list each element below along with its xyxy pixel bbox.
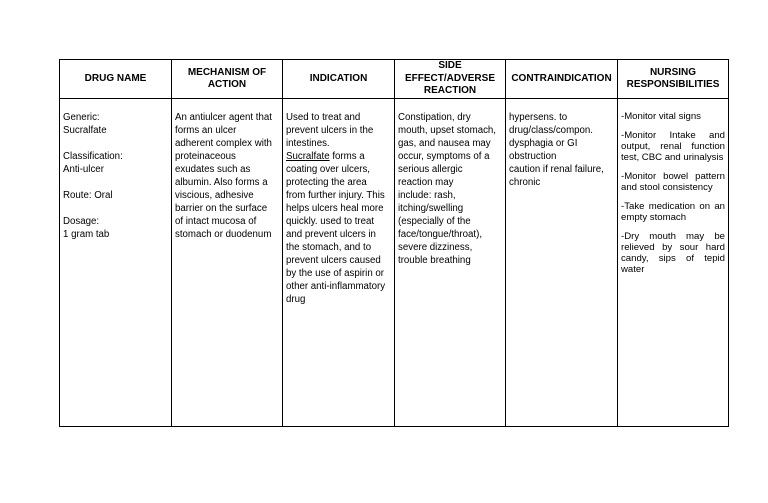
indication-cell — [283, 99, 395, 427]
indication-line: coating over ulcers, — [286, 164, 370, 175]
indication-line: and prevent ulcers in — [286, 229, 376, 240]
drug-term-underlined: Sucralfate — [286, 151, 330, 162]
indication-line: prevent ulcers in the — [286, 125, 374, 136]
mechanism-line: forms an ulcer — [175, 125, 237, 136]
generic-value: Sucralfate — [63, 125, 107, 136]
indication-line: quickly. used to treat — [286, 216, 375, 227]
mechanism-line: albumin. Also forms a — [175, 177, 268, 188]
header-side-effect: SIDE EFFECT/ADVERSE REACTION — [395, 60, 506, 99]
header-nursing: NURSING RESPONSIBILITIES — [618, 60, 729, 99]
contraindication-line: obstruction — [509, 151, 557, 162]
indication-line: intestines. — [286, 138, 330, 149]
drug-name-cell — [60, 99, 172, 427]
contraindication-line: dysphagia or GI — [509, 138, 578, 149]
indication-line: drug — [286, 294, 306, 305]
indication-line: Used to treat and — [286, 112, 361, 123]
side-effect-cell — [395, 99, 506, 427]
generic-label: Generic: — [63, 112, 100, 123]
side-effect-line: itching/swelling — [398, 203, 464, 214]
mechanism-line: stomach or duodenum — [175, 229, 272, 240]
mechanism-line: barrier on the surface — [175, 203, 268, 214]
nursing-item: -Monitor bowel pattern and stool consistency — [621, 171, 725, 193]
indication-line: helps ulcers heal more — [286, 203, 384, 214]
indication-line: from further injury. This — [286, 190, 385, 201]
contraindication-line: drug/class/compon. — [509, 125, 593, 136]
route-text: Route: Oral — [63, 190, 113, 201]
indication-line: prevent ulcers caused — [286, 255, 381, 266]
mechanism-line: viscious, adhesive — [175, 190, 254, 201]
classification-label: Classification: — [63, 151, 123, 162]
content-row — [60, 99, 729, 427]
nursing-item: -Take medication on an empty stomach — [621, 201, 725, 223]
header-indication: INDICATION — [283, 60, 395, 99]
dosage-value: 1 gram tab — [63, 229, 110, 240]
side-effect-line: face/tongue/throat), — [398, 229, 483, 240]
mechanism-line: exudates such as — [175, 164, 251, 175]
contraindication-line: chronic — [509, 177, 541, 188]
nursing-item: -Monitor vital signs — [621, 111, 701, 122]
contraindication-line: caution if renal failure, — [509, 164, 604, 175]
side-effect-line: gas, and nausea may — [398, 138, 491, 149]
classification-value: Anti-ulcer — [63, 164, 104, 175]
side-effect-line: reaction may — [398, 177, 454, 188]
nursing-cell — [618, 99, 729, 427]
side-effect-line: trouble breathing — [398, 255, 471, 266]
nursing-item: -Monitor Intake and output, renal function test, CBC and urinalysis — [621, 130, 725, 163]
side-effect-line: serious allergic — [398, 164, 463, 175]
indication-line: the stomach, and to — [286, 242, 372, 253]
indication-line: other anti-inflammatory — [286, 281, 386, 292]
header-mechanism: MECHANISM OF ACTION — [172, 60, 283, 99]
mechanism-line: An antiulcer agent that — [175, 112, 272, 123]
nursing-item: -Dry mouth may be relieved by sour hard candy, sips of tepid water — [621, 231, 725, 275]
mechanism-line: proteinaceous — [175, 151, 236, 162]
contraindication-cell — [506, 99, 618, 427]
header-row — [60, 60, 729, 99]
header-drug-name: DRUG NAME — [60, 60, 172, 99]
mechanism-line: of intact mucosa of — [175, 216, 257, 227]
header-contraindication: CONTRAINDICATION — [506, 60, 618, 99]
mechanism-line: adherent complex with — [175, 138, 272, 149]
side-effect-line: (especially of the — [398, 216, 471, 227]
side-effect-line: mouth, upset stomach, — [398, 125, 497, 136]
side-effect-line: severe dizziness, — [398, 242, 473, 253]
contraindication-line: hypersens. to — [509, 112, 568, 123]
drug-study-table — [59, 59, 729, 427]
dosage-label: Dosage: — [63, 216, 100, 227]
indication-line: protecting the area — [286, 177, 367, 188]
indication-line: by the use of aspirin or — [286, 268, 385, 279]
side-effect-line: include: rash, — [398, 190, 456, 201]
side-effect-line: Constipation, dry — [398, 112, 471, 123]
side-effect-line: occur, symptoms of a — [398, 151, 490, 162]
indication-line: Sucralfate forms a — [286, 151, 365, 162]
mechanism-cell — [172, 99, 283, 427]
